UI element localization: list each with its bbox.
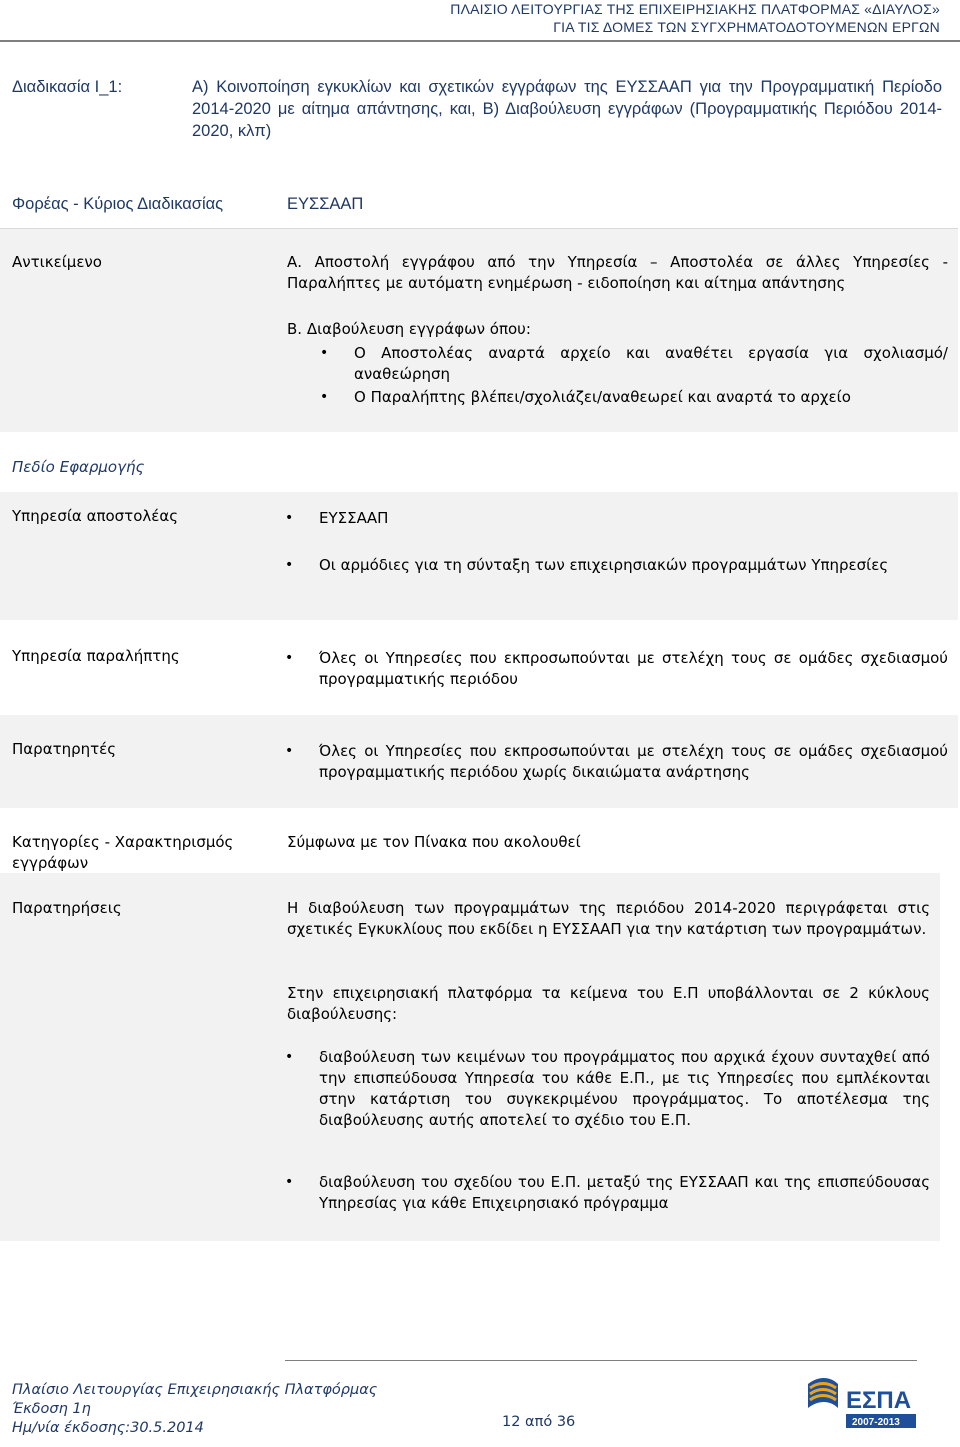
- observers-item: • Όλες οι Υπηρεσίες που εκπροσωπούνται με στελέχη τους σε ομάδες σχεδιασμού προγραμματικής περιόδου χωρίς δικαιώματα ανάρτησης: [319, 741, 948, 783]
- owner-label: Φορέας - Κύριος Διαδικασίας: [12, 195, 224, 213]
- categories-value: Σύμφωνα με τον Πίνακα που ακολουθεί: [287, 833, 581, 851]
- header-line-2: ΓΙΑ ΤΙΣ ΔΟΜΕΣ ΤΩΝ ΣΥΓΧΡΗΜΑΤΟΔΟΤΟΥΜΕΝΩΝ ΕΡΓΩΝ: [553, 19, 940, 35]
- scope-row: [0, 432, 958, 492]
- procedure-title: Α) Κοινοποίηση εγκυκλίων και σχετικών εγγράφων της ΕΥΣΣΑΑΠ για την Προγραμματική Περίοδο 2014-2020 με αίτημα απάντησης, και, Β) Διαβούλευση εγγράφων (Προγραμματικής Περιόδου 2014-2020, κλπ): [192, 78, 942, 140]
- footer: [12, 1381, 377, 1438]
- subject-b-item: • Ο Αποστολέας αναρτά αρχείο και αναθέτει εργασία για σχολιασμό/αναθεώρηση: [354, 343, 948, 385]
- recipient-item: • Όλες οι Υπηρεσίες που εκπροσωπούνται με στελέχη τους σε ομάδες σχεδιασμού προγραμματικής περιόδου: [319, 648, 948, 690]
- recipient-label: Υπηρεσία παραλήπτης: [12, 647, 180, 665]
- logo-years: 2007-2013: [852, 1417, 900, 1428]
- sender-label: Υπηρεσία αποστολέας: [12, 507, 179, 525]
- subject-a: Α. Αποστολή εγγράφου από την Υπηρεσία – Αποστολέα σε άλλες Υπηρεσίες - Παραλήπτες με αυτόματη ενημέρωση - ειδοποίηση και αίτημα απάντησης: [287, 253, 948, 292]
- procedure-label: Διαδικασία Ι_1:: [12, 78, 123, 96]
- sender-row: [0, 492, 958, 620]
- header-divider: [0, 40, 960, 42]
- page-number: 12 από 36: [502, 1414, 576, 1430]
- subject-label: Αντικείμενο: [12, 253, 102, 271]
- espa-logo-icon: [798, 1372, 920, 1444]
- observers-row: [0, 715, 958, 808]
- logo-flag-icon: [808, 1378, 838, 1408]
- header-line-1: ΠΛΑΙΣΙΟ ΛΕΙΤΟΥΡΓΙΑΣ ΤΗΣ ΕΠΙΧΕΙΡΗΣΙΑΚΗΣ ΠΛΑΤΦΟΡΜΑΣ «ΔΙΑΥΛΟΣ»: [450, 1, 940, 17]
- recipient-row: [0, 620, 958, 715]
- owner-row: [0, 180, 958, 228]
- procedure-heading: [12, 76, 942, 142]
- categories-row: [0, 808, 958, 873]
- footer-title: Πλαίσιο Λειτουργίας Επιχειρησιακής Πλατφόρμας: [12, 1382, 378, 1398]
- remarks-row: [0, 873, 940, 1241]
- remarks-item: • διαβούλευση των κειμένων του προγράμματος που αρχικά έχουν συνταχθεί από την επισπεύδουσα Υπηρεσία του κάθε Ε.Π., με τις Υπηρεσίες που εμπλέκονται στην κατάρτιση του συγκεκριμένου προγράμματος. Το αποτέλεσμα της διαβούλευσης αυτής αποτελεί το σχέδιο του Ε.Π.: [319, 1047, 930, 1131]
- logo-text: ΕΣΠΑ: [846, 1387, 912, 1414]
- sender-item: • ΕΥΣΣΑΑΠ: [319, 508, 948, 529]
- footer-date: Ημ/νία έκδοσης:30.5.2014: [12, 1420, 204, 1436]
- remarks-p2: Στην επιχειρησιακή πλατφόρμα τα κείμενα του Ε.Π υποβάλλονται σε 2 κύκλους διαβούλευσης:: [287, 984, 930, 1023]
- categories-label: Κατηγορίες - Χαρακτηρισμός εγγράφων: [12, 833, 234, 872]
- subject-b: Β. Διαβούλευση εγγράφων όπου:: [287, 320, 531, 338]
- remarks-label: Παρατηρήσεις: [12, 899, 122, 917]
- running-header: [450, 0, 940, 36]
- remarks-item: • διαβούλευση του σχεδίου του Ε.Π. μεταξύ της ΕΥΣΣΑΑΠ και της επισπεύδουσας Υπηρεσίας για κάθε Επιχειρησιακό πρόγραμμα: [319, 1172, 930, 1214]
- observers-label: Παρατηρητές: [12, 740, 117, 758]
- subject-b-item: • Ο Παραλήπτης βλέπει/σχολιάζει/αναθεωρεί και αναρτά το αρχείο: [354, 387, 948, 408]
- scope-label: Πεδίο Εφαρμογής: [12, 458, 145, 476]
- remarks-p1: Η διαβούλευση των προγραμμάτων της περιόδου 2014-2020 περιγράφεται στις σχετικές Εγκυκλίους που εκδίδει η ΕΥΣΣΑΑΠ για την κατάρτιση των προγραμμάτων.: [287, 899, 930, 938]
- footer-divider: [285, 1360, 917, 1361]
- footer-version: Έκδοση 1η: [12, 1401, 91, 1417]
- sender-item: • Οι αρμόδιες για τη σύνταξη των επιχειρησιακών προγραμμάτων Υπηρεσίες: [319, 555, 948, 576]
- subject-row: [0, 229, 958, 432]
- owner-value: ΕΥΣΣΑΑΠ: [287, 195, 364, 213]
